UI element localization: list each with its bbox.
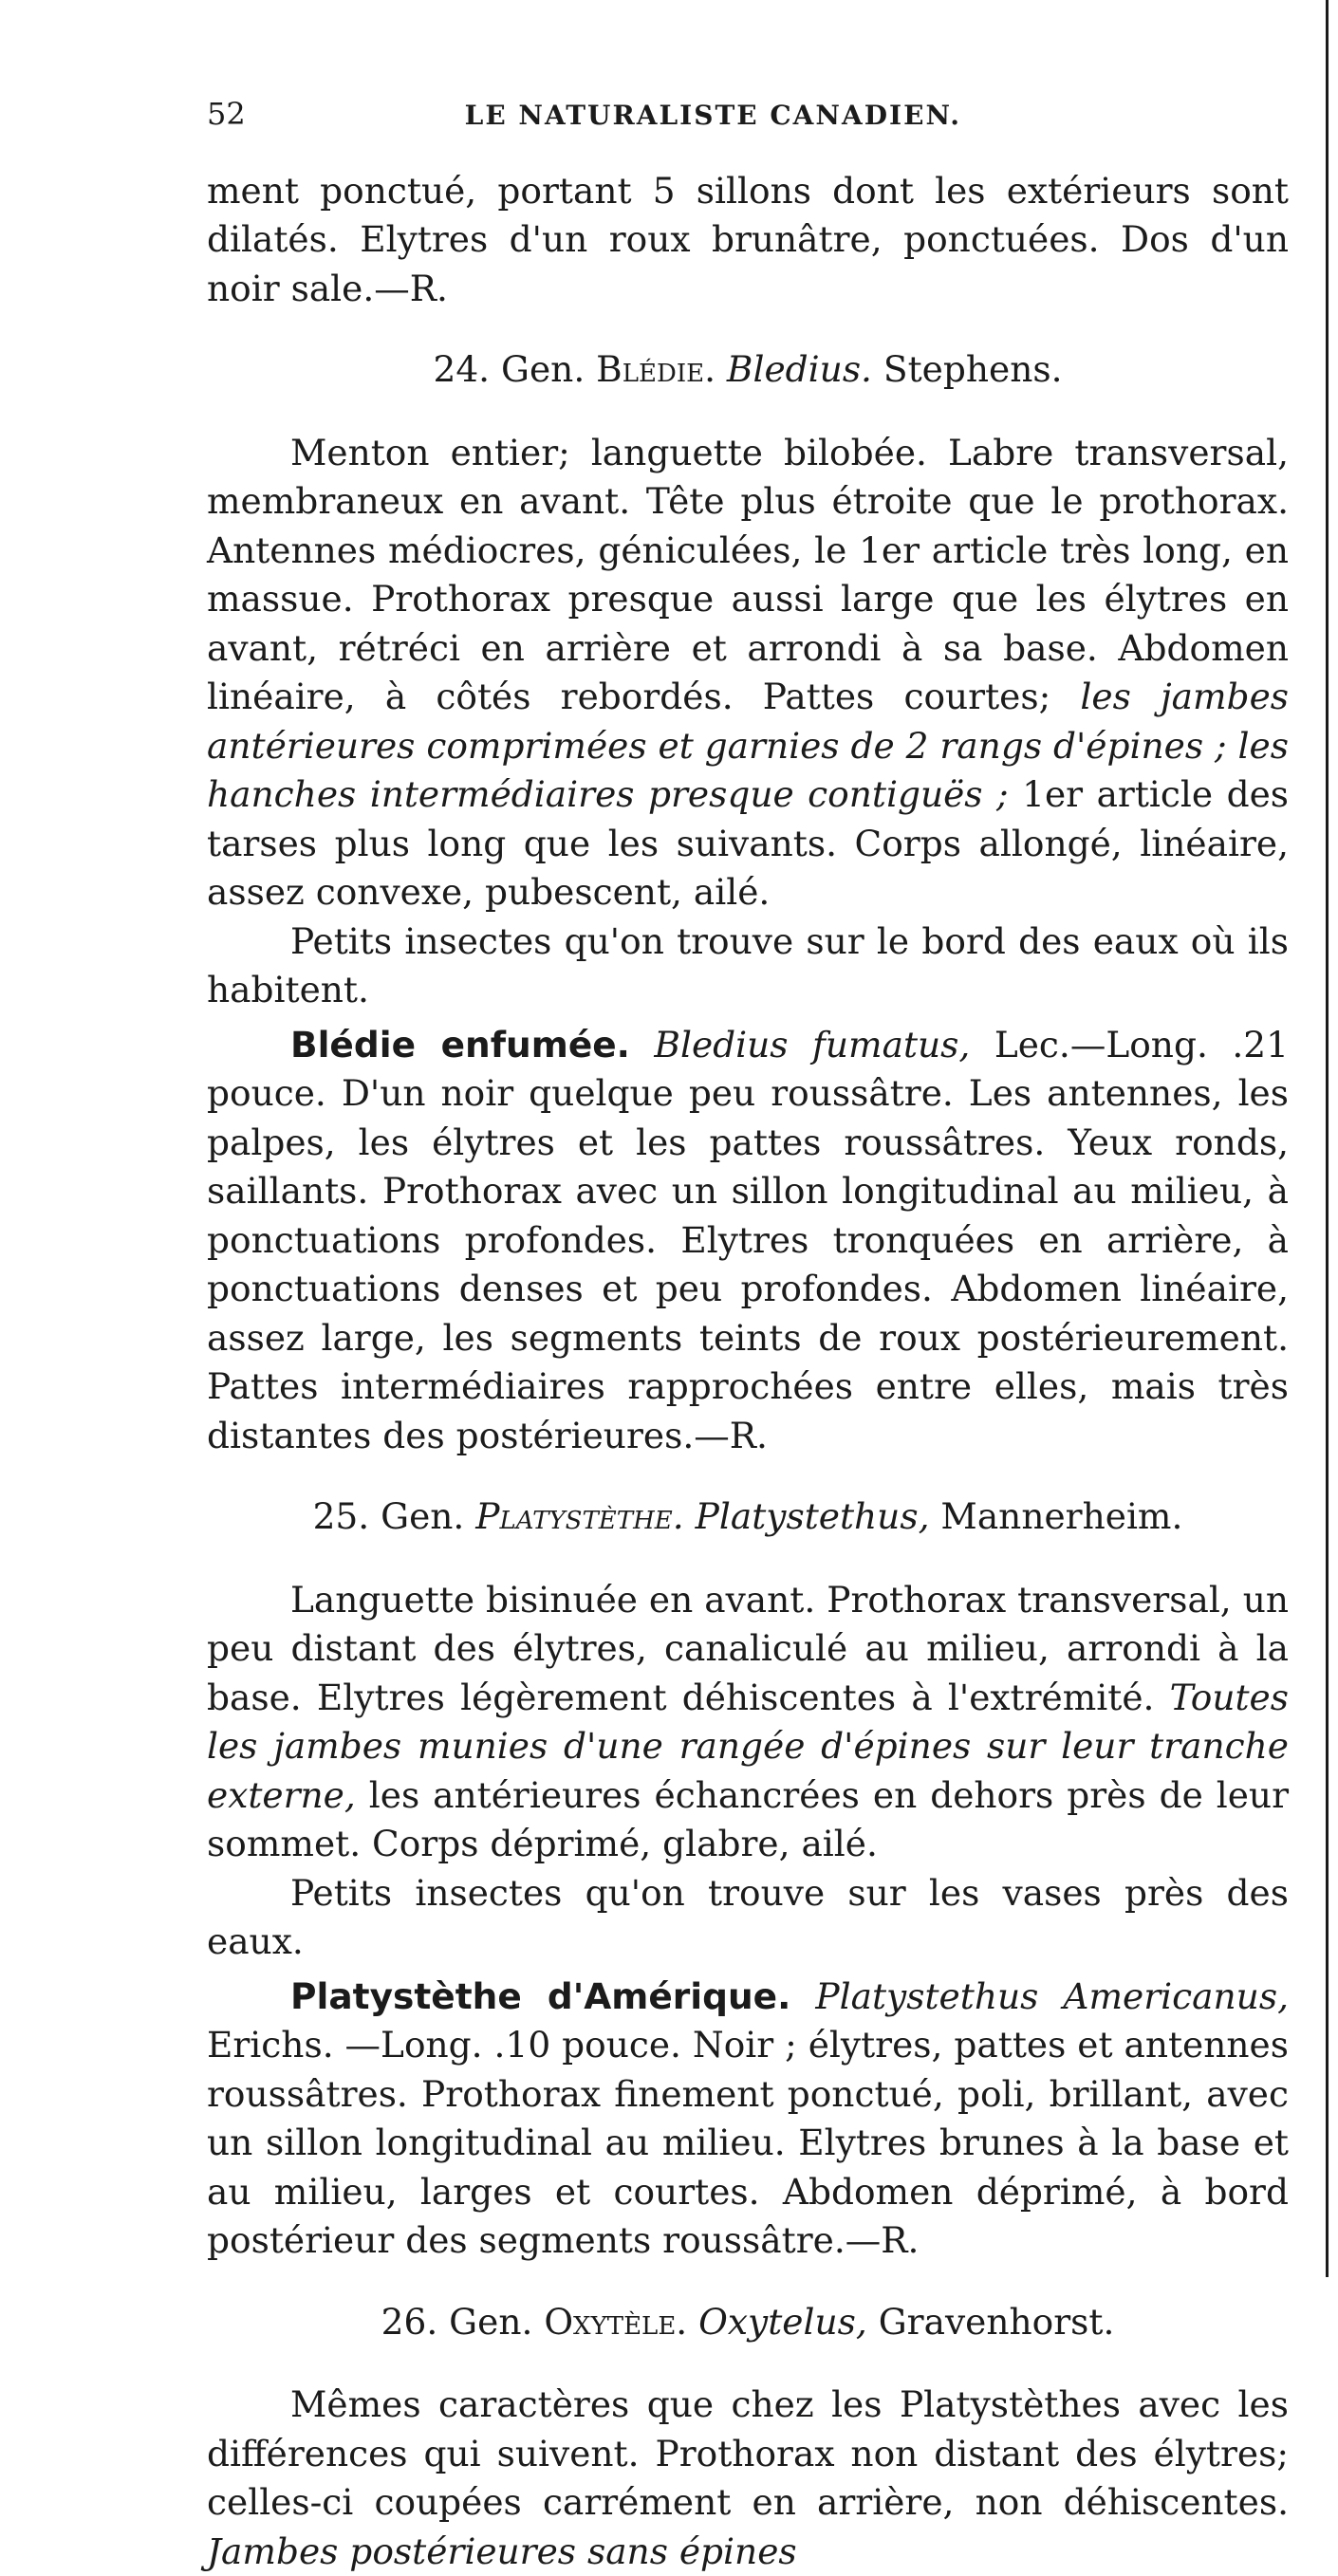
species-description: Erichs. —Long. .10 pouce. Noir ; élytres, pattes et antennes roussâtres. Prothorax finement ponctué, poli, brillant, avec un sillon longitudinal au milieu. Elytres brunes à la base et au milieu, larges et courtes. Abdomen déprimé, à bord postérieur des segments roussâtre.—R. <box>207 2024 1289 2261</box>
description-text: Languette bisinuée en avant. Prothorax transversal, un peu distant des élytres, canaliculé au milieu, arrondi à la base. Elytres légèrement déhiscentes à l'extrémité. <box>207 1578 1289 1718</box>
genus-author: Gravenhorst. <box>878 2300 1115 2343</box>
genus-french-name: Platystèthe. <box>475 1495 684 1537</box>
genus-number: 25. Gen. <box>312 1495 465 1537</box>
description-italic: Toutes les jambes munies d'une rangée d'épines sur leur tranche externe, <box>207 1676 1289 1816</box>
genus-description-bledius <box>207 429 1289 917</box>
genus-description-platystethus <box>207 1576 1289 1869</box>
species-entry-platystethus-americanus <box>207 1973 1289 2266</box>
description-text: 1er article des tarses plus long que les suivants. Corps allongé, linéaire, assez convexe, pubescent, ailé. <box>207 773 1290 913</box>
description-text: Menton entier; languette bilobée. Labre transversal, membraneux en avant. Tête plus étroite que le prothorax. Antennes médiocres, géniculées, le 1er article très long, en massue. Prothorax presque aussi large que les élytres en avant, rétréci en arrière et arrondi à sa base. Abdomen linéaire, à côtés rebordés. Pattes courtes; <box>207 431 1289 717</box>
species-entry-bledius-fumatus <box>207 1021 1289 1461</box>
habitat-note: Petits insectes qu'on trouve sur le bord des eaux où ils habitent. <box>207 919 1289 1010</box>
species-french-name: Platystèthe d'Amérique. <box>290 1974 791 2017</box>
habitat-note: Petits insectes qu'on trouve sur les vases près des eaux. <box>207 1871 1289 1962</box>
species-latin-name: Platystethus Americanus, <box>815 1974 1289 2017</box>
genus-author: Stephens. <box>883 348 1063 390</box>
page-edge-rule <box>1326 0 1329 2277</box>
genus-heading-25 <box>207 1492 1289 1542</box>
genus-number: 24. Gen. <box>433 348 585 390</box>
genus-latin-name: Oxytelus, <box>698 2300 867 2343</box>
description-text: les antérieures échancrées en dehors près de leur sommet. Corps déprimé, glabre, ailé. <box>207 1773 1290 1864</box>
book-page <box>207 90 1289 2576</box>
running-title: LE NATURALISTE CANADIEN. <box>464 100 961 131</box>
description-italic: Jambes postérieures sans épines <box>207 2530 797 2572</box>
genus-heading-26 <box>207 2298 1289 2347</box>
genus-french-name: Oxytèle. <box>544 2300 688 2343</box>
page-number: 52 <box>207 96 246 132</box>
genus-description-oxytelus <box>207 2381 1289 2576</box>
species-description: Lec.—Long. .21 pouce. D'un noir quelque peu roussâtre. Les antennes, les palpes, les élytres et les pattes roussâtres. Yeux ronds, saillants. Prothorax avec un sillon longitudinal au milieu, à ponctuations profondes. Elytres tronquées en arrière, à ponctuations denses et peu profondes. Abdomen linéaire, assez large, les segments teints de roux postérieurement. Pattes intermédiaires rapprochées entre elles, mais très distantes des postérieures.—R. <box>207 1023 1289 1456</box>
genus-heading-24 <box>207 345 1289 395</box>
genus-author: Mannerheim. <box>940 1495 1183 1537</box>
description-italic: les jambes antérieures comprimées et garnies de 2 rangs d'épines ; les hanches intermédiaires presque contiguës ; <box>207 676 1290 815</box>
genus-french-name: Blédie. <box>596 348 715 390</box>
genus-number: 26. Gen. <box>381 2300 533 2343</box>
description-text: Mêmes caractères que chez les Platystèthes avec les différences qui suivent. Prothorax non distant des élytres; celles-ci coupées carrément en arrière, non déhiscentes. <box>207 2383 1289 2523</box>
genus-latin-name: Bledius. <box>726 348 872 390</box>
running-header <box>207 90 1289 140</box>
species-latin-name: Bledius fumatus, <box>654 1023 971 1066</box>
species-french-name: Blédie enfumée. <box>290 1023 630 1066</box>
paragraph-continuation: ment ponctué, portant 5 sillons dont les extérieurs sont dilatés. Elytres d'un roux brunâtre, ponctuées. Dos d'un noir sale.—R. <box>207 169 1289 309</box>
genus-latin-name: Platystethus, <box>695 1495 930 1537</box>
